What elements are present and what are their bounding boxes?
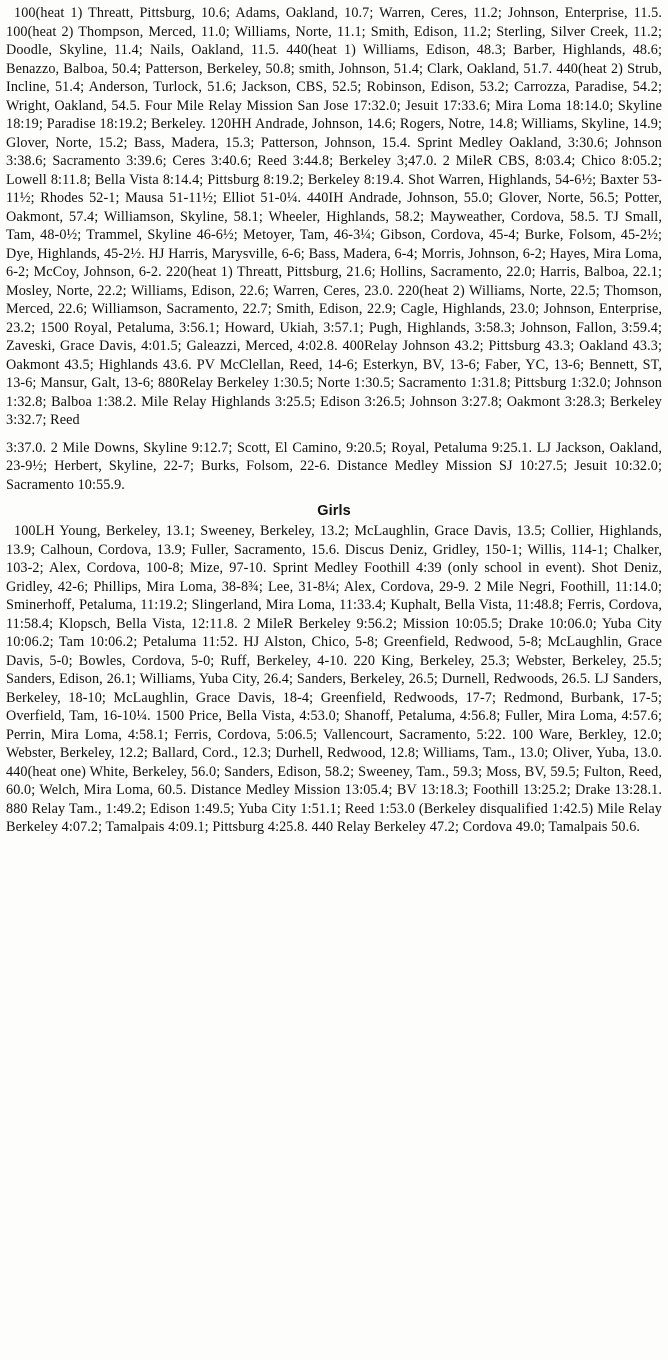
boys-results-continuation: 3:37.0. 2 Mile Downs, Skyline 9:12.7; Scott, El Camino, 9:20.5; Royal, Petaluma 9:25.1. LJ Jackson, Oakland, 23-9½; Herbert, Skyline, 22-7; Burks, Folsom, 22-6. Distance Medley Mission SJ 10:27.5; Jesuit 10:32.0; Sacramento 10:55.9. bbox=[6, 439, 662, 493]
girls-results-paragraph: 100LH Young, Berkeley, 13.1; Sweeney, Berkeley, 13.2; McLaughlin, Grace Davis, 13.5; Collier, Highlands, 13.9; Calhoun, Cordova, 13.9; Fuller, Sacramento, 15.6. Discus Deniz, Gridley, 150-1; Willis, 114-1; Chalker, 103-2; Alex, Cordova, 100-8; Mize, 97-10. Sprint Medley Foothill 4:39 (only school in event). Shot Deniz, Gridley, 42-6; Phillips, Mira Loma, 38-8¾; Lee, 31-8¼; Alex, Cordova, 29-9. 2 Mile Negri, Foothill, 11:14.0; Sminerhoff, Petaluma, 11:19.2; Slingerland, Mira Loma, 11:33.4; Kuphalt, Bella Vista, 11:48.8; Ferris, Cordova, 11:58.4; Klopsch, Bella Vista, 12:11.8. 2 MileR Berkeley 9:56.2; Mission 10:05.5; Drake 10:06.0; Yuba City 10:06.2; Tam 10:06.2; Petaluma 11:52. HJ Alston, Chico, 5-8; Greenfield, Redwood, 5-8; McLaughlin, Grace Davis, 5-0; Bowles, Cordova, 5-0; Ruff, Berkeley, 4-10. 220 King, Berkeley, 25.3; Webster, Berkeley, 25.5; Sanders, Edison, 26.1; Williams, Yuba City, 26.4; Sanders, Berkeley, 26.5; Durnell, Redwoods, 26.5. LJ Sanders, Berkeley, 18-10; McLaughlin, Grace Davis, 18-4; Greenfield, Redwoods, 17-7; Redmond, Burbank, 17-5; Overfield, Tam, 16-10¼. 1500 Price, Bella Vista, 4:53.0; Shanoff, Petaluma, 4:56.8; Fuller, Mira Loma, 4:57.6; Perrin, Mira Loma, 4:58.1; Ferris, Cordova, 5:06.5; Vallencourt, Sacramento, 5:22. 100 Ware, Berkley, 12.0; Webster, Berkeley, 12.2; Ballard, Cord., 12.3; Durhell, Redwood, 12.8; Williams, Tam., 13.0; Oliver, Yuba, 13.0. 440(heat one) White, Berkeley, 56.0; Sanders, Edison, 58.2; Sweeney, Tam., 59.3; Moss, BV, 59.5; Fulton, Reed, 60.0; Welch, Mira Loma, 60.5. Distance Medley Mission 13:05.4; BV 13:18.3; Foothill 13:25.2; Drake 13:28.1. 880 Relay Tam., 1:49.2; Edison 1:49.5; Yuba City 1:51.1; Reed 1:53.0 (Berkeley disqualified 1:42.5) Mile Relay Berkeley 4:07.2; Tamalpais 4:09.1; Pittsburg 4:25.8. 440 Relay Berkeley 47.2; Cordova 49.0; Tamalpais 50.6. bbox=[6, 523, 662, 835]
girls-section-heading: Girls bbox=[317, 503, 351, 519]
boys-results-paragraph: 100(heat 1) Threatt, Pittsburg, 10.6; Adams, Oakland, 10.7; Warren, Ceres, 11.2; Johnson, Enterprise, 11.5. 100(heat 2) Thompson, Merced, 11.0; Williams, Norte, 11.1; Smith, Edison, 11.2; Sterling, Silver Creek, 11.2; Doodle, Skyline, 11.4; Nails, Oakland, 11.5. 440(heat 1) Williams, Edison, 48.3; Barber, Highlands, 48.6; Benazzo, Balboa, 50.4; Patterson, Berkeley, 50.8; smith, Johnson, 51.4; Clark, Oakland, 51.7. 440(heat 2) Strub, Incline, 51.4; Anderson, Turlock, 51.6; Jackson, CBS, 52.5; Robinson, Edison, 53.2; Carrozza, Paradise, 54.2; Wright, Oakland, 54.5. Four Mile Relay Mission San Jose 17:32.0; Jesuit 17:33.6; Mira Loma 18:14.0; Skyline 18:19; Paradise 18:19.2; Berkeley. 120HH Andrade, Johnson, 14.6; Rogers, Notre, 14.8; Williams, Skyline, 14.9; Glover, Norte, 15.2; Bass, Madera, 15.3; Patterson, Johnson, 15.4. Sprint Medley Oakland, 3:30.6; Johnson 3:38.6; Sacramento 3:39.6; Ceres 3:40.6; Reed 3:44.8; Berkeley 3;47.0. 2 MileR CBS, 8:03.4; Chico 8:05.2; Lowell 8:11.8; Bella Vista 8:14.4; Pittsburg 8:19.2; Berkeley 8:19.4. Shot Warren, Highlands, 54-6½; Baxter 53-11½; Rhodes 52-1; Mausa 51-11½; Elliot 51-0¼. 440IH Andrade, Johnson, 55.0; Glover, Norte, 56.5; Potter, Oakmont, 57.4; Williamson, Skyline, 58.1; Wheeler, Highlands, 58.2; Mayweather, Cordova, 58.5. TJ Small, Tam, 48-0½; Trammel, Skyline 46-6½; Metoyer, Tam, 46-3¼; Gibson, Cordova, 45-4; Burke, Folsom, 45-2½; Dye, Highlands, 45-2½. HJ Harris, Marysville, 6-6; Bass, Madera, 6-4; Morris, Johnson, 6-2; Hayes, Mira Loma, 6-2; McCoy, Johnson, 6-2. 220(heat 1) Threatt, Pittsburg, 21.6; Hollins, Sacramento, 22.0; Harris, Balboa, 22.1; Mosley, Norte, 22.2; Williams, Edison, 22.6; Warren, Ceres, 23.0. 220(heat 2) Williams, Norte, 22.5; Thomson, Merced, 22.6; Williamson, Sacramento, 22.7; Smith, Edison, 22.9; Cagle, Highlands, 23.0; Johnson, Enterprise, 23.2; 1500 Royal, Petaluma, 3:56.1; Howard, Ukiah, 3:57.1; Pugh, Highlands, 3:58.3; Johnson, Fallon, 3:59.4; Zaveski, Grace Davis, 4:01.5; Galeazzi, Merced, 4:02.8. 400Relay Johnson 43.2; Pittsburg 43.3; Oakland 43.3; Oakmont 43.5; Highlands 43.6. PV McClellan, Reed, 14-6; Esterkyn, BV, 13-6; Faber, YC, 13-6; Bennett, ST, 13-6; Mansur, Galt, 13-6; 880Relay Berkeley 1:30.5; Norte 1:30.5; Sacramento 1:31.8; Pittsburg 1:32.0; Johnson 1:32.8; Balboa 1:38.2. Mile Relay Highlands 3:25.5; Edison 3:26.5; Johnson 3:27.8; Oakmont 3:28.3; Berkeley 3:32.7; Reed bbox=[6, 5, 662, 428]
results-column bbox=[6, 4, 662, 837]
